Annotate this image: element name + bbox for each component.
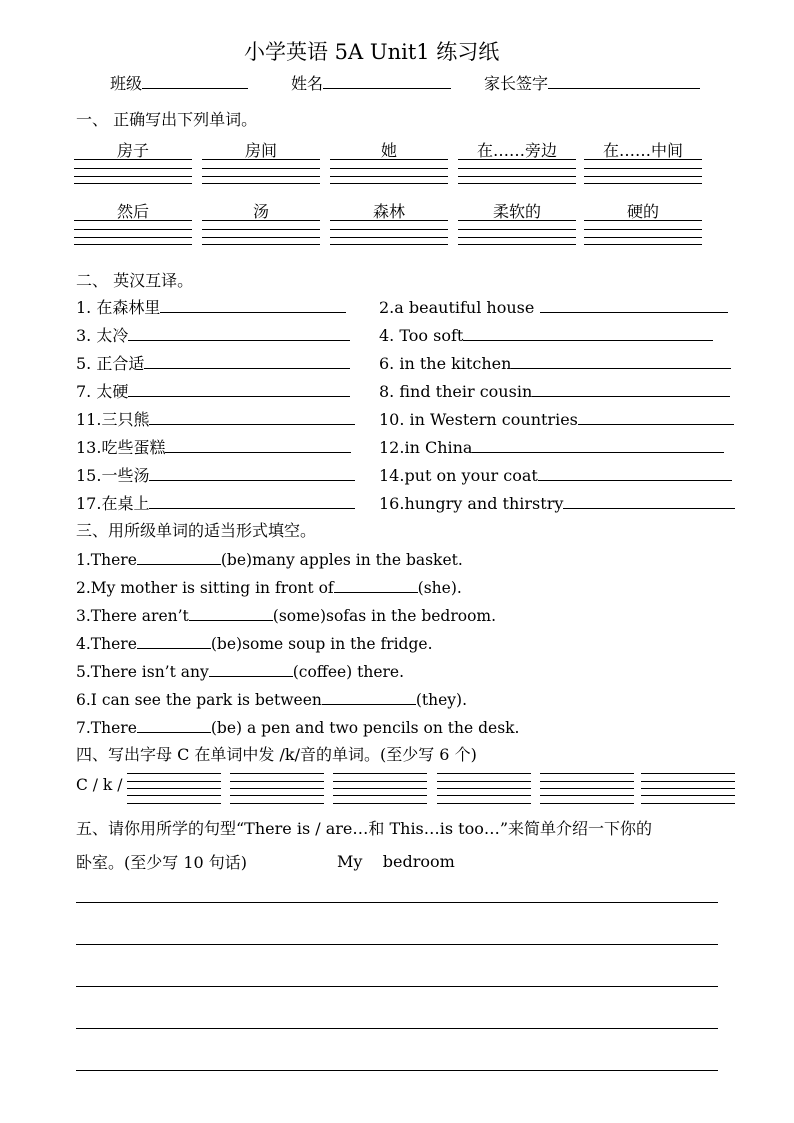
name-label: 姓名 [291, 74, 324, 93]
answer-blank[interactable] [540, 294, 728, 313]
answer-blank[interactable] [578, 406, 734, 425]
writing-line[interactable] [437, 803, 531, 804]
writing-line[interactable] [202, 229, 320, 230]
writing-line[interactable] [202, 237, 320, 238]
writing-line[interactable] [437, 773, 531, 774]
fill-blank-item: 4.There (be)some soup in the fridge. [76, 630, 433, 653]
writing-line[interactable] [333, 788, 427, 789]
word-prompt: 在……旁边 [476, 141, 557, 160]
writing-line[interactable] [641, 773, 735, 774]
writing-line[interactable] [540, 781, 634, 782]
answer-blank[interactable] [165, 434, 351, 453]
writing-line[interactable] [458, 168, 576, 169]
writing-line[interactable] [540, 773, 634, 774]
answer-blank[interactable] [532, 378, 730, 397]
writing-line[interactable] [540, 803, 634, 804]
word-prompt: 森林 [372, 202, 405, 221]
word-underline [74, 159, 192, 160]
writing-line[interactable] [333, 795, 427, 796]
writing-line[interactable] [641, 788, 735, 789]
writing-line[interactable] [127, 795, 221, 796]
writing-line[interactable] [584, 183, 702, 184]
parent-signature-blank[interactable] [548, 70, 700, 89]
answer-blank[interactable] [472, 434, 724, 453]
answer-blank[interactable] [128, 322, 350, 341]
writing-line[interactable] [641, 781, 735, 782]
word-prompt: 柔软的 [492, 202, 541, 221]
writing-line[interactable] [437, 795, 531, 796]
translate-item: 14.put on your coat [379, 462, 732, 485]
translate-item: 6. in the kitchen [379, 350, 731, 373]
answer-blank[interactable] [149, 490, 355, 509]
writing-line[interactable] [76, 1028, 718, 1029]
writing-line[interactable] [333, 781, 427, 782]
essay-topic: My bedroom [337, 852, 455, 871]
translate-item: 16.hungry and thirstry [379, 490, 735, 513]
answer-blank[interactable] [322, 686, 416, 705]
writing-line[interactable] [230, 803, 324, 804]
section3-heading: 三、用所级单词的适当形式填空。 [76, 521, 317, 540]
writing-line[interactable] [540, 788, 634, 789]
writing-line[interactable] [330, 244, 448, 245]
parent-signature-label: 家长签字 [484, 74, 549, 93]
writing-line[interactable] [458, 237, 576, 238]
translate-item: 4. Too soft [379, 322, 713, 345]
writing-line[interactable] [584, 168, 702, 169]
word-prompt: 房间 [244, 141, 277, 160]
answer-blank[interactable] [209, 658, 293, 677]
answer-blank[interactable] [149, 406, 355, 425]
section4-heading: 四、写出字母 C 在单词中发 /k/音的单词。(至少写 6 个) [76, 745, 477, 764]
writing-line[interactable] [458, 176, 576, 177]
writing-line[interactable] [74, 229, 192, 230]
writing-line[interactable] [202, 244, 320, 245]
word-underline [202, 159, 320, 160]
writing-line[interactable] [230, 795, 324, 796]
translate-item: 17.在桌上 [76, 490, 355, 514]
translate-item: 12.in China [379, 434, 724, 457]
writing-line[interactable] [230, 788, 324, 789]
word-underline [584, 220, 702, 221]
writing-line[interactable] [330, 176, 448, 177]
fill-blank-item: 2.My mother is sitting in front of (she). [76, 574, 462, 597]
writing-line[interactable] [202, 168, 320, 169]
word-prompt: 她 [380, 141, 397, 160]
translate-item: 5. 正合适 [76, 350, 350, 374]
answer-blank[interactable] [137, 714, 211, 733]
section5-heading-line2: 卧室。(至少写 10 句话) [76, 853, 248, 872]
word-underline [584, 159, 702, 160]
writing-line[interactable] [641, 795, 735, 796]
answer-blank[interactable] [463, 322, 713, 341]
answer-blank[interactable] [128, 378, 350, 397]
word-underline [458, 220, 576, 221]
fill-blank-item: 7.There (be) a pen and two pencils on the desk. [76, 714, 519, 737]
writing-line[interactable] [74, 244, 192, 245]
writing-line[interactable] [333, 803, 427, 804]
translate-item: 10. in Western countries [379, 406, 734, 429]
section5-heading-line1: 五、请你用所学的句型“There is / are…和 This…is too…”来简单介绍一下你的 [76, 819, 653, 838]
answer-blank[interactable] [511, 350, 731, 369]
translate-item: 8. find their cousin [379, 378, 730, 401]
class-blank[interactable] [142, 70, 248, 89]
class-label: 班级 [110, 74, 143, 93]
writing-line[interactable] [127, 803, 221, 804]
writing-line[interactable] [202, 183, 320, 184]
answer-blank[interactable] [334, 574, 418, 593]
parent-signature-field [484, 70, 700, 94]
class-field [110, 70, 248, 94]
writing-line[interactable] [76, 986, 718, 987]
fill-blank-item: 5.There isn’t any (coffee) there. [76, 658, 404, 681]
translate-item: 7. 太硬 [76, 378, 350, 402]
translate-item: 13.吃些蛋糕 [76, 434, 351, 458]
answer-blank[interactable] [189, 602, 273, 621]
translate-item: 11.三只熊 [76, 406, 355, 430]
writing-line[interactable] [330, 237, 448, 238]
translate-item: 15.一些汤 [76, 462, 355, 486]
translate-item: 1. 在森林里 [76, 294, 346, 318]
writing-line[interactable] [127, 788, 221, 789]
writing-line[interactable] [437, 781, 531, 782]
fill-blank-item: 1.There (be)many apples in the basket. [76, 546, 463, 569]
section1-heading: 一、 正确写出下列单词。 [76, 110, 258, 129]
writing-line[interactable] [74, 176, 192, 177]
writing-line[interactable] [74, 168, 192, 169]
word-underline [330, 159, 448, 160]
answer-blank[interactable] [149, 462, 355, 481]
word-prompt: 汤 [252, 202, 269, 221]
writing-line[interactable] [74, 183, 192, 184]
writing-line[interactable] [230, 781, 324, 782]
page-title: 小学英语 5A Unit1 练习纸 [244, 40, 500, 64]
writing-line[interactable] [127, 773, 221, 774]
writing-line[interactable] [458, 244, 576, 245]
writing-line[interactable] [330, 168, 448, 169]
name-blank[interactable] [323, 70, 451, 89]
word-prompt: 硬的 [626, 202, 659, 221]
word-prompt: 房子 [116, 141, 149, 160]
answer-blank[interactable] [144, 350, 350, 369]
writing-line[interactable] [76, 1070, 718, 1071]
answer-blank[interactable] [538, 462, 732, 481]
answer-blank[interactable] [137, 630, 211, 649]
writing-line[interactable] [74, 237, 192, 238]
writing-line[interactable] [76, 944, 718, 945]
writing-line[interactable] [458, 229, 576, 230]
fill-blank-item: 3.There aren’t (some)sofas in the bedroom. [76, 602, 496, 625]
word-prompt: 然后 [116, 202, 149, 221]
word-underline [458, 159, 576, 160]
word-prompt: 在……中间 [602, 141, 683, 160]
writing-line[interactable] [540, 795, 634, 796]
translate-item: 3. 太冷 [76, 322, 350, 346]
writing-line[interactable] [458, 183, 576, 184]
ck-label: C / k / [76, 776, 123, 794]
writing-line[interactable] [330, 183, 448, 184]
word-underline [330, 220, 448, 221]
section2-heading: 二、 英汉互译。 [76, 271, 194, 290]
fill-blank-item: 6.I can see the park is between (they). [76, 686, 467, 709]
word-underline [202, 220, 320, 221]
writing-line[interactable] [584, 229, 702, 230]
writing-line[interactable] [641, 803, 735, 804]
answer-blank[interactable] [563, 490, 735, 509]
word-underline [74, 220, 192, 221]
writing-line[interactable] [584, 244, 702, 245]
writing-line[interactable] [202, 176, 320, 177]
writing-line[interactable] [333, 773, 427, 774]
translate-item: 2.a beautiful house [379, 294, 728, 317]
answer-blank[interactable] [137, 546, 221, 565]
writing-line[interactable] [76, 902, 718, 903]
writing-line[interactable] [437, 788, 531, 789]
writing-line[interactable] [230, 773, 324, 774]
name-field [291, 70, 451, 94]
writing-line[interactable] [584, 176, 702, 177]
writing-line[interactable] [584, 237, 702, 238]
writing-line[interactable] [127, 781, 221, 782]
writing-line[interactable] [330, 229, 448, 230]
answer-blank[interactable] [160, 294, 346, 313]
